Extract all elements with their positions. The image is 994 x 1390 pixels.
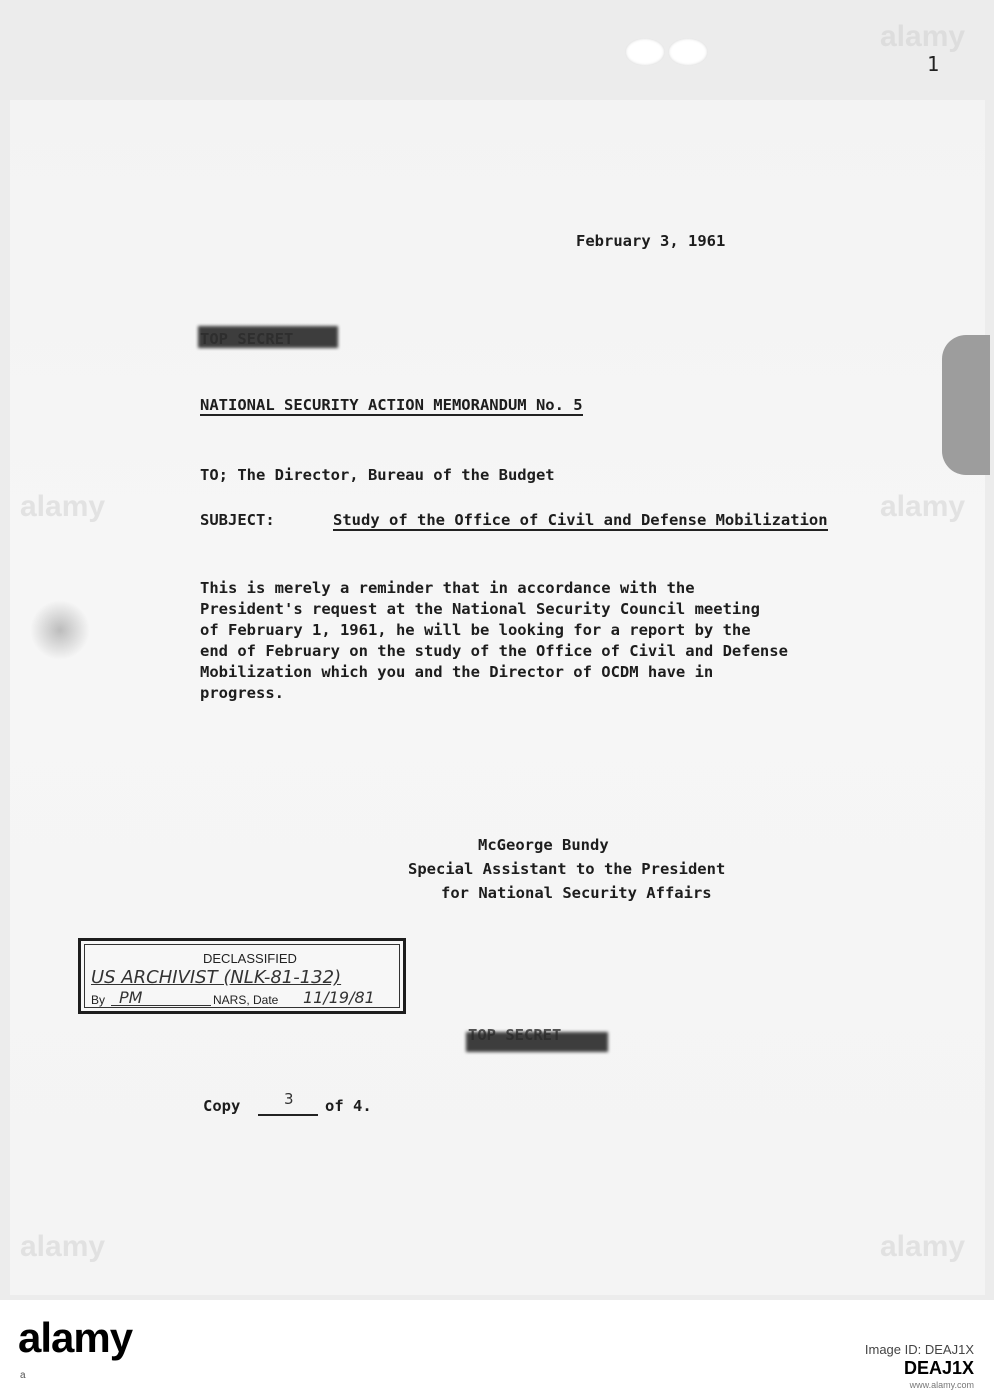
redaction-bar [466, 1032, 608, 1052]
watermark-text: alamy [20, 490, 106, 523]
stock-footer [0, 1300, 994, 1390]
watermark-text: alamy [880, 1230, 966, 1263]
redaction-bar [198, 326, 338, 348]
copy-prefix: Copy [203, 1097, 241, 1115]
site-url[interactable]: www.alamy.com [909, 1380, 974, 1390]
signatory-name: McGeorge Bundy [478, 836, 609, 854]
watermark-text: alamy [20, 1230, 106, 1263]
body-line: of February 1, 1961, he will be looking for a report by the [200, 621, 751, 639]
subject-label: SUBJECT: [200, 511, 275, 529]
copy-blank-line [258, 1114, 318, 1116]
stain [30, 600, 90, 660]
memo-title: NATIONAL SECURITY ACTION MEMORANDUM No. 5 [200, 396, 583, 414]
alamy-logo[interactable]: alamy [18, 1314, 133, 1361]
stamp-by-initials: PM [119, 988, 143, 1007]
watermark-text: alamy [880, 20, 966, 53]
copy-number: 3 [284, 1090, 294, 1108]
punch-hole [668, 38, 708, 66]
memo-body [200, 578, 860, 704]
watermark-text: alamy [880, 490, 966, 523]
stamp-authority: US ARCHIVIST (NLK-81-132) [91, 967, 342, 988]
stamp-header: DECLASSIFIED [203, 951, 297, 966]
body-line: end of February on the study of the Office of Civil and Defense [200, 642, 788, 660]
body-line: Mobilization which you and the Director of OCDM have in [200, 663, 714, 681]
memo-date: February 3, 1961 [576, 232, 726, 250]
body-line: progress. [200, 684, 284, 702]
copy-suffix: of 4. [325, 1097, 372, 1115]
body-line: This is merely a reminder that in accordance with the [200, 579, 695, 597]
page-number-mark: 1 [927, 52, 940, 76]
stamp-line [111, 1005, 211, 1006]
file-tab [942, 335, 990, 475]
punch-hole [625, 38, 665, 66]
stamp-date: 11/19/81 [303, 988, 375, 1007]
declassified-stamp [78, 938, 406, 1014]
to-line: TO; The Director, Bureau of the Budget [200, 466, 555, 484]
stamp-by-label: By [91, 993, 106, 1007]
signatory-title-2: for National Security Affairs [441, 884, 712, 902]
body-line: President's request at the National Security Council meeting [200, 600, 760, 618]
stamp-nars-label: NARS, Date [213, 993, 279, 1007]
logo-subtext: a [20, 1370, 26, 1381]
subject-text: Study of the Office of Civil and Defense Mobilization [333, 511, 828, 529]
signatory-title-1: Special Assistant to the President [408, 860, 726, 878]
image-id: DEAJ1X [903, 1358, 974, 1378]
image-id-label: Image ID: DEAJ1X [864, 1342, 974, 1357]
